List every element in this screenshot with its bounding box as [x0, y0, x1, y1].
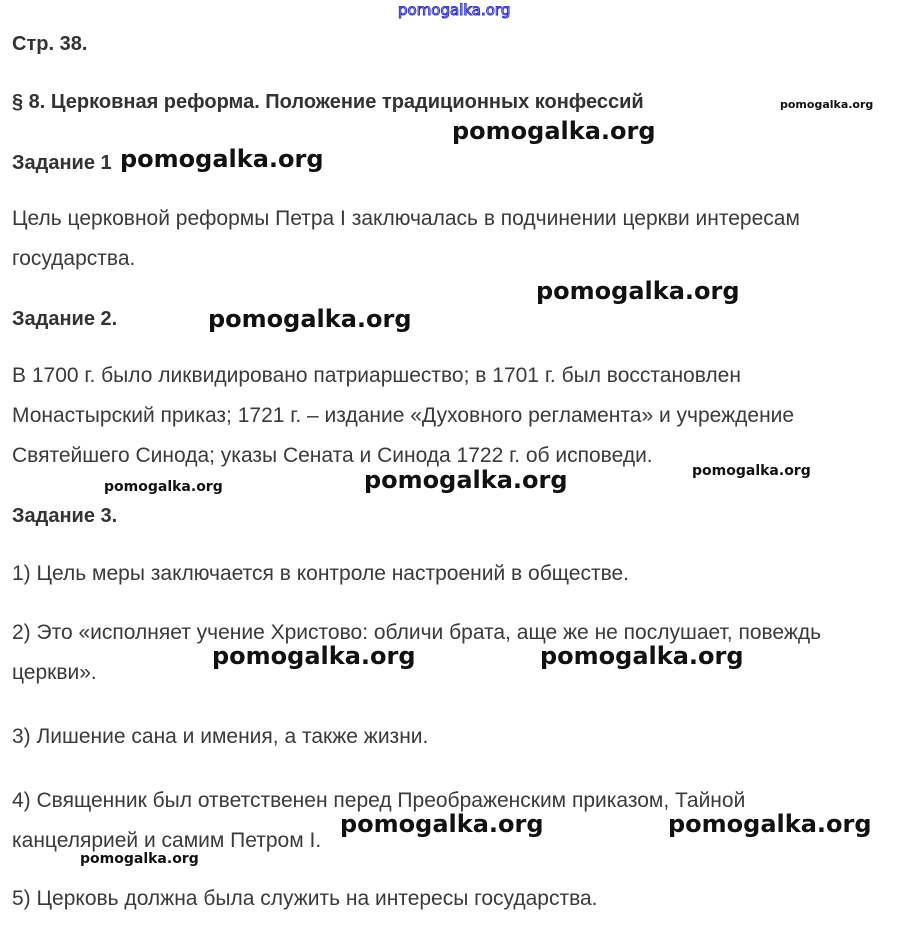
- watermark: pomogalka.org: [536, 277, 740, 305]
- section-title: § 8. Церковная реформа. Положение традиционных конфессий: [12, 91, 644, 113]
- task-2-line: Монастырский приказ; 1721 г. – издание «Духовного регламента» и учреждение: [12, 404, 795, 427]
- task-1-line: государства.: [12, 247, 136, 270]
- task-3-line: канцелярией и самим Петром I.: [12, 829, 322, 852]
- task-3-line: 2) Это «исполняет учение Христово: обличи брата, аще же не послушает, повеждь: [12, 621, 822, 644]
- task-3-line: 3) Лишение сана и имения, а также жизни.: [12, 725, 429, 748]
- watermark: pomogalka.org: [340, 810, 544, 838]
- watermark: pomogalka.org: [780, 98, 874, 111]
- watermark: pomogalka.org: [540, 642, 744, 670]
- watermark: pomogalka.org: [452, 117, 656, 145]
- watermark: pomogalka.org: [364, 466, 568, 494]
- task-3-line: 5) Церковь должна была служить на интересы государства.: [12, 887, 598, 910]
- task-3-line: церкви».: [12, 661, 97, 684]
- task-1-title: Задание 1: [12, 152, 112, 174]
- watermark: pomogalka.org: [208, 305, 412, 333]
- task-3-line: 1) Цель меры заключается в контроле настроений в обществе.: [12, 562, 630, 585]
- watermark: pomogalka.org: [668, 810, 872, 838]
- task-2-line: В 1700 г. было ликвидировано патриаршество; в 1701 г. был восстановлен: [12, 364, 741, 387]
- task-2-title: Задание 2.: [12, 308, 118, 330]
- task-3-line: 4) Священник был ответственен перед Преображенским приказом, Тайной: [12, 789, 746, 812]
- task-2-line: Святейшего Синода; указы Сената и Синода 1722 г. об исповеди.: [12, 444, 653, 467]
- watermark: pomogalka.org: [80, 851, 199, 867]
- watermark: pomogalka.org: [212, 642, 416, 670]
- watermark: pomogalka.org: [398, 1, 511, 19]
- task-3-title: Задание 3.: [12, 505, 118, 527]
- task-1-line: Цель церковной реформы Петра I заключалась в подчинении церкви интересам: [12, 207, 800, 230]
- watermark: pomogalka.org: [120, 145, 324, 173]
- watermark: pomogalka.org: [104, 479, 223, 495]
- watermark: pomogalka.org: [692, 463, 811, 479]
- page-label: Стр. 38.: [12, 33, 88, 55]
